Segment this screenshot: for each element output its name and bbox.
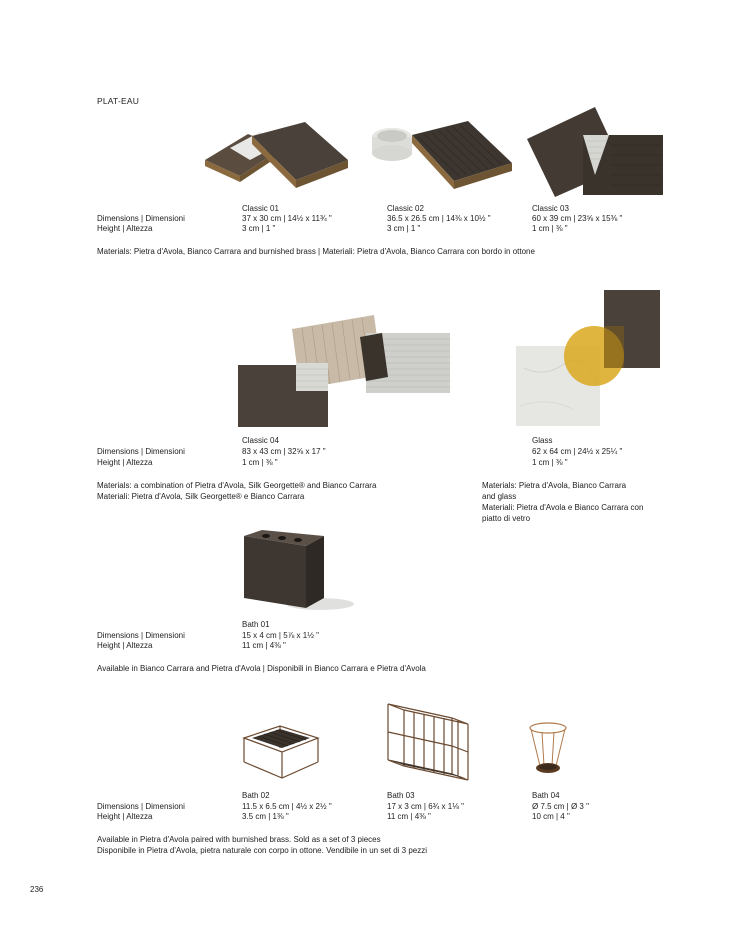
bath-02-name: Bath 02 xyxy=(242,791,270,800)
bath-04-dimensions: Ø 7.5 cm | Ø 3 " xyxy=(532,802,589,811)
bath-03-name: Bath 03 xyxy=(387,791,415,800)
classic-01-height: 3 cm | 1 " xyxy=(242,224,276,233)
glass-height: 1 cm | ⅜ " xyxy=(532,458,568,467)
classic-04-dimensions: 83 x 43 cm | 32⅝ x 17 " xyxy=(242,447,326,456)
bath-01-availability: Available in Bianco Carrara and Pietra d'Avola | Disponibili in Bianco Carrara e Pietra d'Avola xyxy=(97,664,426,673)
dimensions-label: Dimensions | Dimensioni xyxy=(97,447,185,456)
classic-02-image xyxy=(370,115,515,195)
bath-01-dimensions: 15 x 4 cm | 5⅞ x 1½ " xyxy=(242,631,319,640)
classic-01-image xyxy=(200,118,355,198)
classic-02-height: 3 cm | 1 " xyxy=(387,224,421,233)
bath-01-image xyxy=(240,530,355,615)
classic-02-name: Classic 02 xyxy=(387,204,424,213)
bath-04-name: Bath 04 xyxy=(532,791,560,800)
glass-materials-line3: Materiali: Pietra d'Avola e Bianco Carrara con xyxy=(482,503,644,512)
classic-04-materials-it: Materiali: Pietra d'Avola, Silk Georgette® e Bianco Carrara xyxy=(97,492,305,501)
bath-02-image xyxy=(240,718,322,784)
glass-materials-line4: piatto di vetro xyxy=(482,514,531,523)
bath-04-image xyxy=(528,718,572,784)
section-title: PLAT-EAU xyxy=(97,96,140,106)
page-number: 236 xyxy=(30,885,44,894)
classic-04-height: 1 cm | ⅜ " xyxy=(242,458,278,467)
glass-image xyxy=(514,288,664,428)
bath-02-height: 3.5 cm | 1⅜ " xyxy=(242,812,289,821)
bath-03-image xyxy=(384,702,472,782)
bath-04-height: 10 cm | 4 " xyxy=(532,812,570,821)
classic-01-name: Classic 01 xyxy=(242,204,279,213)
dimensions-label: Dimensions | Dimensioni xyxy=(97,631,185,640)
classic-01-dimensions: 37 x 30 cm | 14½ x 11¾ " xyxy=(242,214,332,223)
classic-03-dimensions: 60 x 39 cm | 23⅝ x 15⅜ " xyxy=(532,214,623,223)
dimensions-label: Dimensions | Dimensioni xyxy=(97,214,185,223)
classic-03-name: Classic 03 xyxy=(532,204,569,213)
glass-materials-line1: Materials: Pietra d'Avola, Bianco Carrara xyxy=(482,481,627,490)
height-label: Height | Altezza xyxy=(97,641,153,650)
height-label: Height | Altezza xyxy=(97,224,153,233)
classic-02-dimensions: 36.5 x 26.5 cm | 14⅜ x 10½ " xyxy=(387,214,491,223)
bath-02-dimensions: 11.5 x 6.5 cm | 4½ x 2½ " xyxy=(242,802,332,811)
classic-03-height: 1 cm | ⅜ " xyxy=(532,224,568,233)
classic-03-image xyxy=(525,105,665,197)
bath-03-height: 11 cm | 4⅜ " xyxy=(387,812,431,821)
glass-dimensions: 62 x 64 cm | 24½ x 25¼ " xyxy=(532,447,623,456)
bath-03-dimensions: 17 x 3 cm | 6¾ x 1⅛ " xyxy=(387,802,464,811)
classic-04-materials-en: Materials: a combination of Pietra d'Avola, Silk Georgette® and Bianco Carrara xyxy=(97,481,377,490)
height-label: Height | Altezza xyxy=(97,458,153,467)
height-label: Height | Altezza xyxy=(97,812,153,821)
glass-name: Glass xyxy=(532,436,553,445)
dimensions-label: Dimensions | Dimensioni xyxy=(97,802,185,811)
classic-04-name: Classic 04 xyxy=(242,436,279,445)
bath-availability-en: Available in Pietra d'Avola paired with burnished brass. Sold as a set of 3 pieces xyxy=(97,835,381,844)
bath-availability-it: Disponibile in Pietra d'Avola, pietra naturale con corpo in ottone. Vendibile in un set di 3 pezzi xyxy=(97,846,428,855)
classic-materials-note: Materials: Pietra d'Avola, Bianco Carrara and burnished brass | Materiali: Pietra d'Avola, Bianco Carrara con bordo in ottone xyxy=(97,247,535,256)
bath-01-name: Bath 01 xyxy=(242,620,270,629)
glass-materials-line2: and glass xyxy=(482,492,517,501)
classic-04-image xyxy=(236,315,456,430)
bath-01-height: 11 cm | 4⅜ " xyxy=(242,641,286,650)
